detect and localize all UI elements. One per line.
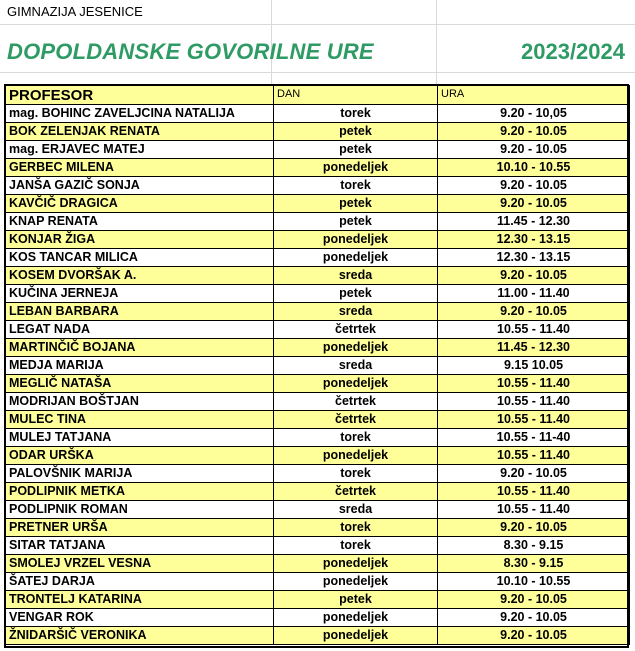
cell-time[interactable]: 9.20 - 10.05 — [438, 195, 630, 213]
cell-day[interactable]: ponedeljek — [274, 231, 438, 249]
gridline — [0, 72, 635, 73]
cell-day[interactable]: torek — [274, 429, 438, 447]
table-row — [6, 591, 630, 609]
cell-time[interactable]: 9.20 - 10.05 — [438, 177, 630, 195]
table-row — [6, 159, 630, 177]
cell-time[interactable]: 9.20 - 10.05 — [438, 591, 630, 609]
cell-day[interactable]: četrtek — [274, 393, 438, 411]
cell-time[interactable]: 9.20 - 10.05 — [438, 465, 630, 483]
cell-time[interactable]: 10.55 - 11.40 — [438, 393, 630, 411]
cell-time[interactable]: 10.55 - 11.40 — [438, 375, 630, 393]
cell-day[interactable]: ponedeljek — [274, 339, 438, 357]
cell-professor[interactable]: ODAR URŠKA — [6, 447, 274, 465]
cell-time[interactable]: 10.55 - 11.40 — [438, 501, 630, 519]
cell-time[interactable]: 11.45 - 12.30 — [438, 339, 630, 357]
table-row — [6, 357, 630, 375]
cell-day[interactable]: sreda — [274, 267, 438, 285]
table-row — [6, 411, 630, 429]
table-row — [6, 465, 630, 483]
cell-day[interactable]: torek — [274, 465, 438, 483]
table-row — [6, 285, 630, 303]
cell-time[interactable]: 11.45 - 12.30 — [438, 213, 630, 231]
cell-professor[interactable]: mag. BOHINC ZAVELJCINA NATALIJA — [6, 105, 274, 123]
cell-day[interactable]: torek — [274, 177, 438, 195]
cell-professor[interactable]: KAVČIČ DRAGICA — [6, 195, 274, 213]
cell-professor[interactable]: MODRIJAN BOŠTJAN — [6, 393, 274, 411]
cell-day[interactable]: petek — [274, 123, 438, 141]
cell-time[interactable]: 11.00 - 11.40 — [438, 285, 630, 303]
cell-time[interactable]: 10.55 - 11.40 — [438, 411, 630, 429]
cell-day[interactable]: petek — [274, 141, 438, 159]
table-header-row — [6, 86, 630, 105]
cell-professor[interactable]: KONJAR ŽIGA — [6, 231, 274, 249]
table-row — [6, 609, 630, 627]
cell-day[interactable]: sreda — [274, 303, 438, 321]
cell-day[interactable]: sreda — [274, 357, 438, 375]
cell-professor[interactable]: ŠATEJ DARJA — [6, 573, 274, 591]
cell-day[interactable]: ponedeljek — [274, 555, 438, 573]
gridline — [436, 0, 437, 84]
cell-time[interactable]: 10.55 - 11.40 — [438, 483, 630, 501]
cell-time[interactable]: 9.20 - 10.05 — [438, 627, 630, 645]
cell-professor[interactable]: LEGAT NADA — [6, 321, 274, 339]
cell-time[interactable]: 10.10 - 10.55 — [438, 573, 630, 591]
cell-time[interactable]: 10.10 - 10.55 — [438, 159, 630, 177]
cell-time[interactable]: 10.55 - 11.40 — [438, 321, 630, 339]
gridline — [0, 24, 635, 25]
cell-day[interactable]: četrtek — [274, 483, 438, 501]
cell-day[interactable]: ponedeljek — [274, 375, 438, 393]
cell-time[interactable]: 9.20 - 10.05 — [438, 609, 630, 627]
header-time[interactable]: URA — [438, 86, 630, 105]
table-row — [6, 447, 630, 465]
cell-day[interactable]: ponedeljek — [274, 159, 438, 177]
cell-time[interactable]: 9.20 - 10.05 — [438, 141, 630, 159]
cell-time[interactable]: 9.15 10.05 — [438, 357, 630, 375]
cell-day[interactable]: torek — [274, 105, 438, 123]
table-row — [6, 231, 630, 249]
cell-time[interactable]: 8.30 - 9.15 — [438, 555, 630, 573]
cell-professor[interactable]: PODLIPNIK METKA — [6, 483, 274, 501]
cell-time[interactable]: 9.20 - 10,05 — [438, 105, 630, 123]
sheet-title[interactable]: DOPOLDANSKE GOVORILNE URE — [7, 39, 374, 64]
table-row — [6, 483, 630, 501]
table-row — [6, 429, 630, 447]
cell-professor[interactable]: GERBEC MILENA — [6, 159, 274, 177]
cell-professor[interactable]: BOK ZELENJAK RENATA — [6, 123, 274, 141]
cell-time[interactable]: 9.20 - 10.05 — [438, 303, 630, 321]
cell-day[interactable]: torek — [274, 537, 438, 555]
table-row — [6, 321, 630, 339]
table-row — [6, 537, 630, 555]
cell-day[interactable]: četrtek — [274, 411, 438, 429]
school-name[interactable]: GIMNAZIJA JESENICE — [7, 4, 143, 19]
cell-time[interactable]: 10.55 - 11-40 — [438, 429, 630, 447]
cell-professor[interactable]: SMOLEJ VRZEL VESNA — [6, 555, 274, 573]
table-row — [6, 213, 630, 231]
cell-time[interactable]: 8.30 - 9.15 — [438, 537, 630, 555]
cell-day[interactable]: petek — [274, 213, 438, 231]
cell-day[interactable]: četrtek — [274, 321, 438, 339]
table-row — [6, 141, 630, 159]
cell-professor[interactable]: KOS TANCAR MILICA — [6, 249, 274, 267]
table-row — [6, 375, 630, 393]
cell-day[interactable]: ponedeljek — [274, 447, 438, 465]
cell-professor[interactable]: mag. ERJAVEC MATEJ — [6, 141, 274, 159]
cell-professor[interactable]: MARTINČIČ BOJANA — [6, 339, 274, 357]
cell-professor[interactable]: TRONTELJ KATARINA — [6, 591, 274, 609]
table-row — [6, 627, 630, 645]
cell-day[interactable]: petek — [274, 591, 438, 609]
cell-professor[interactable]: SITAR TATJANA — [6, 537, 274, 555]
table-row — [6, 393, 630, 411]
cell-time[interactable]: 9.20 - 10.05 — [438, 519, 630, 537]
cell-day[interactable]: petek — [274, 285, 438, 303]
cell-professor[interactable]: KUČINA JERNEJA — [6, 285, 274, 303]
cell-time[interactable]: 9.20 - 10.05 — [438, 267, 630, 285]
cell-professor[interactable]: PRETNER URŠA — [6, 519, 274, 537]
cell-professor[interactable]: KNAP RENATA — [6, 213, 274, 231]
table-row — [6, 519, 630, 537]
table-row — [6, 339, 630, 357]
cell-professor[interactable]: LEBAN BARBARA — [6, 303, 274, 321]
cell-time[interactable]: 12.30 - 13.15 — [438, 249, 630, 267]
office-hours-table — [5, 85, 630, 645]
cell-professor[interactable]: MEGLIČ NATAŠA — [6, 375, 274, 393]
cell-time[interactable]: 9.20 - 10.05 — [438, 123, 630, 141]
cell-day[interactable]: sreda — [274, 501, 438, 519]
school-year[interactable]: 2023/2024 — [521, 39, 625, 64]
table-row — [6, 573, 630, 591]
header-day[interactable]: DAN — [274, 86, 438, 105]
cell-time[interactable]: 10.55 - 11.40 — [438, 447, 630, 465]
cell-professor[interactable]: MULEJ TATJANA — [6, 429, 274, 447]
header-professor[interactable]: PROFESOR — [6, 86, 274, 105]
cell-day[interactable]: ponedeljek — [274, 627, 438, 645]
cell-professor[interactable]: KOSEM DVORŠAK A. — [6, 267, 274, 285]
table-row — [6, 123, 630, 141]
cell-professor[interactable]: VENGAR ROK — [6, 609, 274, 627]
table-row — [6, 177, 630, 195]
table-row — [6, 501, 630, 519]
cell-day[interactable]: ponedeljek — [274, 609, 438, 627]
table-row — [6, 267, 630, 285]
cell-professor[interactable]: PALOVŠNIK MARIJA — [6, 465, 274, 483]
cell-professor[interactable]: JANŠA GAZIČ SONJA — [6, 177, 274, 195]
cell-professor[interactable]: MULEC TINA — [6, 411, 274, 429]
cell-day[interactable]: ponedeljek — [274, 249, 438, 267]
table-row — [6, 249, 630, 267]
cell-professor[interactable]: ŽNIDARŠIČ VERONIKA — [6, 627, 274, 645]
cell-day[interactable]: petek — [274, 195, 438, 213]
cell-professor[interactable]: MEDJA MARIJA — [6, 357, 274, 375]
table-row — [6, 195, 630, 213]
table-row — [6, 303, 630, 321]
table-row — [6, 555, 630, 573]
cell-day[interactable]: ponedeljek — [274, 573, 438, 591]
cell-day[interactable]: torek — [274, 519, 438, 537]
cell-time[interactable]: 12.30 - 13.15 — [438, 231, 630, 249]
cell-professor[interactable]: PODLIPNIK ROMAN — [6, 501, 274, 519]
table-row — [6, 105, 630, 123]
